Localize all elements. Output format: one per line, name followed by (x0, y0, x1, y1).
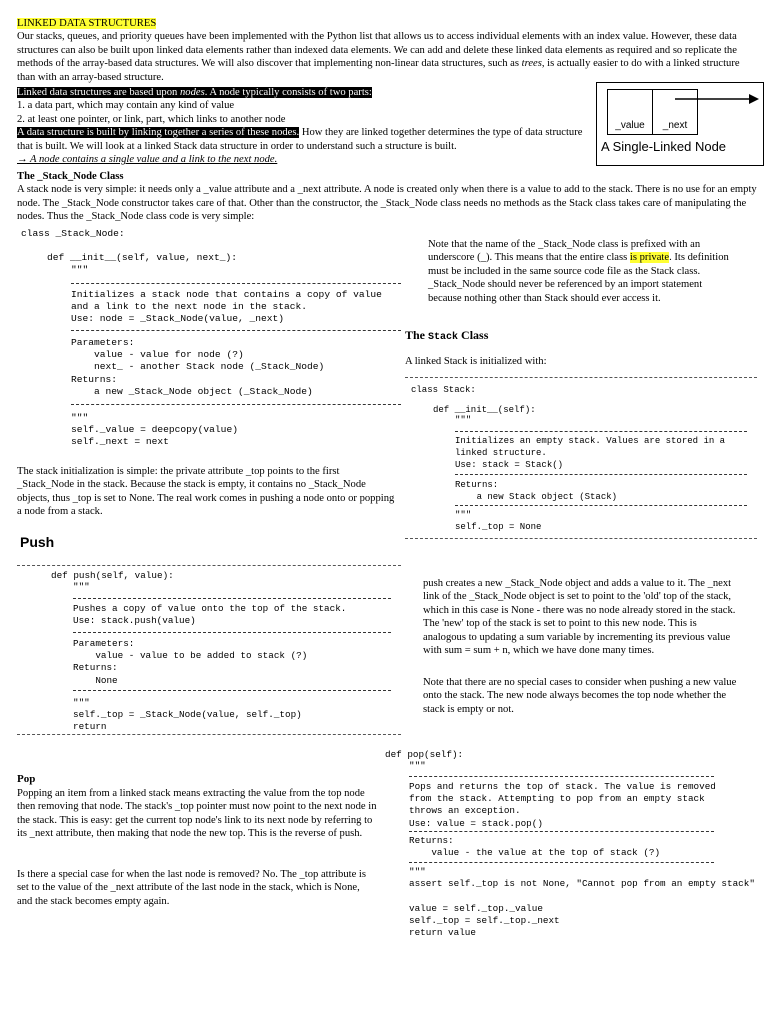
stack-node-def-line: def __init__(self, value, next_): (47, 252, 237, 263)
divider (73, 598, 391, 599)
nodes-section (17, 86, 587, 166)
divider (71, 283, 401, 284)
pop-paragraph-2: Is there a special case for when the last node is removed? No. The _top attribute is set to the value of the _next attribute of the last node in the stack, which is None, and the stack becomes empty again. (17, 869, 366, 907)
pop-doc-returns: Returns: value - the value at the top of stack (?) (409, 835, 661, 859)
single-linked-node-diagram (596, 82, 764, 166)
divider (455, 505, 747, 506)
pop-body: """ assert self._top is not None, "Cannot pop from an empty stack" value = self._top._value self._top = self._top._next return value (409, 866, 755, 939)
divider (73, 632, 391, 633)
next-pointer-arrow (671, 89, 761, 109)
intro-section (17, 17, 757, 84)
stack-class-intro: A linked Stack is initialized with: (405, 356, 547, 367)
node-part-2: 2. at least one pointer, or link, part, which links to another node (17, 113, 286, 125)
divider (455, 474, 747, 475)
stack-class-heading: The Stack Class (405, 328, 489, 343)
push-def-line: def push(self, value): (51, 570, 174, 581)
built-paragraph: A data structure is built by linking together a series of these nodes. How they are linked together determines the type of data structure that is built. We will look at a linked Stack data structure in order to understand such a structure is built. (17, 127, 583, 152)
push-doc-desc: Pushes a copy of value onto the top of the stack. Use: stack.push(value) (73, 603, 347, 627)
stack-node-paragraph: A stack node is very simple: it needs only a _value attribute and a _next attribute. A node is created only when there is a value to add to the stack. There is no use for an empty node. The _Stack_Node constructor takes care of that. Other than the constructor, the _Stack_Node class needs no methods as the Stack class takes care of manipulating the nodes. Thus the _Stack_Node class code is very simple: (17, 184, 757, 223)
stack-node-docopen: """ (71, 264, 89, 275)
push-doc-params: Parameters: value - value to be added to stack (?) Returns: None (73, 638, 308, 686)
divider (455, 431, 747, 432)
diagram-caption: A Single-Linked Node (601, 139, 727, 154)
init-paragraph: The stack initialization is simple: the private attribute _top points to the first _Stack_Node in the stack. Because the stack is empty, it contains no _Stack_Node objects, thus _top is set to None. The real work comes in pushing a node onto or popping a node from a stack. (17, 466, 395, 518)
push-paragraph-2: Note that there are no special cases to consider when pushing a new value onto the stack. The new node always becomes the top node whether the stack is empty or not. (423, 677, 737, 715)
stack-class-line: class Stack: (411, 385, 476, 395)
stack-node-doc-desc: Initializes a stack node that contains a copy of value and a link to the next node in the stack. Use: node = _Stack_Node(value, _next) (71, 289, 382, 325)
nodes-definition: Linked data structures are based upon nodes. A node typically consists of two parts: (17, 87, 372, 98)
divider (73, 690, 391, 691)
divider (409, 776, 714, 777)
stack-node-doc-params: Parameters: value - value for node (?) next_ - another Stack node (_Stack_Node) Returns: a new _Stack_Node object (_Stack_Node) (71, 337, 325, 397)
pop-def-line: def pop(self): (385, 749, 464, 760)
stack-node-class-line: class _Stack_Node: (21, 228, 125, 239)
push-docopen: """ (73, 581, 90, 592)
stack-doc-returns: Returns: a new Stack object (Stack) (455, 480, 618, 503)
value-cell: _value (607, 89, 653, 135)
node-note: → A node contains a single value and a link to the next node. (17, 154, 278, 166)
stack-node-heading: The _Stack_Node Class (17, 171, 124, 182)
stack-docopen: """ (455, 415, 472, 425)
stack-def-line: def __init__(self): (433, 405, 536, 415)
push-body: """ self._top = _Stack_Node(value, self._top) return (73, 697, 302, 733)
divider (409, 862, 714, 863)
next-cell: _next (652, 89, 698, 135)
divider (409, 831, 714, 832)
stack-doc-desc: Initializes an empty stack. Values are stored in a linked structure. Use: stack = Stack() (455, 436, 726, 471)
stack-node-body: """ self._value = deepcopy(value) self._next = next (71, 412, 238, 448)
pop-docopen: """ (409, 760, 426, 771)
divider (71, 404, 401, 405)
stack-node-section (17, 170, 757, 224)
node-part-1: 1. a data part, which may contain any kind of value (17, 100, 235, 112)
push-heading: Push (20, 534, 55, 550)
push-paragraph-1: push creates a new _Stack_Node object and adds a value to it. The _next link of the _Stack_Node object is set to point to the 'old' top of the stack, which in this case is None - there was no node already stored in the stack. The 'new' top of the stack is set to point to this new node. This is analogous to updating a sum variable by incrementing its previous value with sum = sum + n, which we have done many times. (423, 578, 736, 657)
pop-doc-desc: Pops and returns the top of stack. The value is removed from the stack. Attempting to pop from an empty stack throws an exception. Use: value = stack.pop() (409, 781, 716, 829)
intro-paragraph: Our stacks, queues, and priority queues have been implemented with the Python list that allows us to access individual elements with an index value. However, these data structures can also be built upon linked data elements rather than indexed data elements. We can add and delete these linked data elements as required and so replicate the methods of the array-based data structures. We will also discover that implementing non-linear data structures, such as trees, is actually easier to do with a linked structure than with an array-based structure. (17, 31, 740, 83)
pop-body-clip (405, 866, 760, 939)
divider (71, 330, 401, 331)
pop-paragraph-1: Popping an item from a linked stack means extracting the value from the top node then removing that node. The stack's _top pointer must now point to the next node in the stack. This is easy: get the current top node's link to its next node by referring to its _next attribute, then making that node the new top. This is the reverse of push. (17, 788, 377, 840)
page-title: LINKED DATA STRUCTURES (17, 18, 157, 29)
stack-body: """ self._top = None (455, 510, 542, 533)
private-note: Note that the name of the _Stack_Node class is prefixed with an underscore (_). This means that the entire class is private. Its definition must be included in the same source code file as the Stack class. _Stack_Node should never be referenced by an import statement because nothing other than Stack should ever access it. (428, 239, 729, 304)
pop-heading: Pop (17, 773, 36, 785)
